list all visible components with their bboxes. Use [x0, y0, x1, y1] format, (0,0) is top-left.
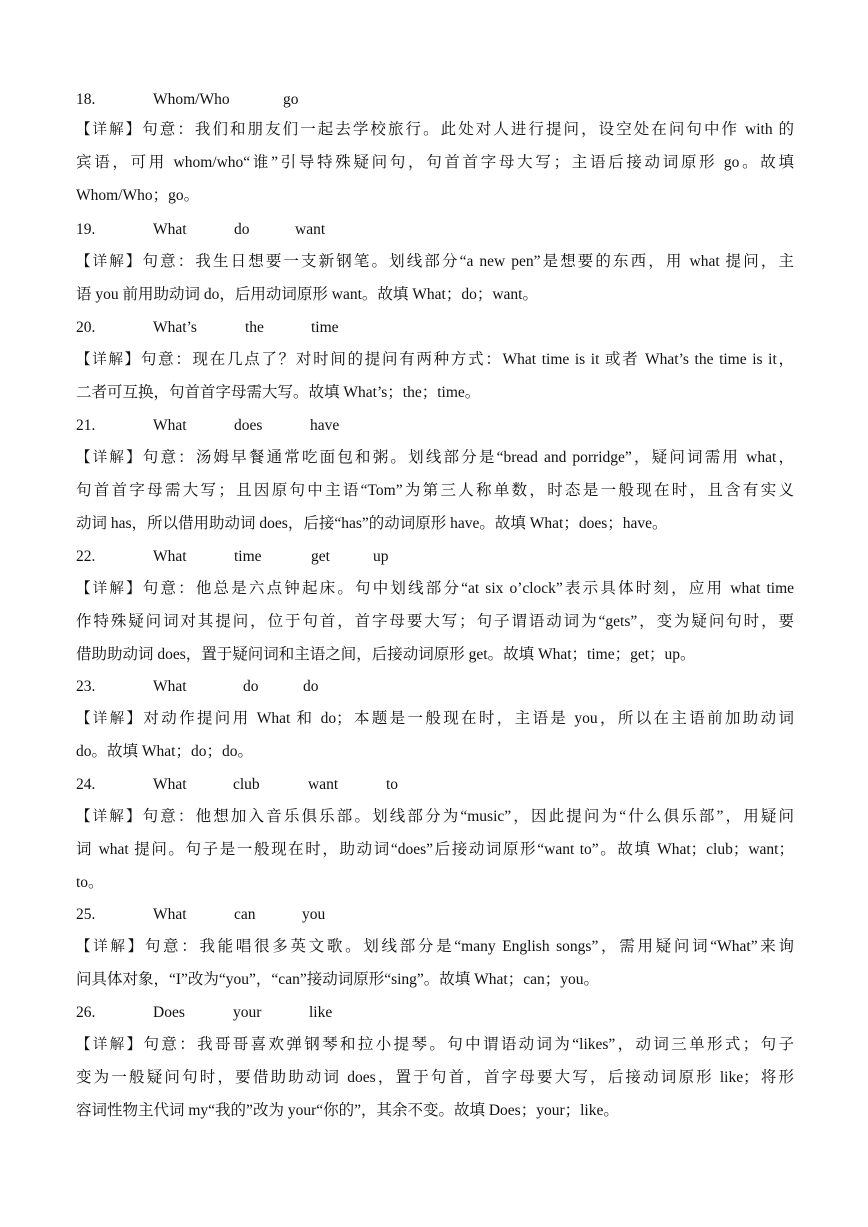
- detail-text: 句意：他总是六点钟起床。句中划线部分“at six o’clock”表示具体时刻，应用 what time: [142, 580, 794, 597]
- detail-line: [76, 739, 794, 765]
- answer-word: does: [234, 417, 263, 434]
- detail-text: to。: [76, 874, 104, 891]
- detail-line: [76, 282, 794, 308]
- detail-line: [76, 380, 794, 406]
- answer-word: go: [283, 91, 299, 108]
- question-number: 20.: [76, 319, 96, 336]
- detail-line: [76, 1065, 794, 1091]
- answer-word: do: [303, 678, 319, 695]
- detail-label: 【详解】: [76, 711, 144, 727]
- detail-text: 句意：汤姆早餐通常吃面包和粥。划线部分是“bread and porridge”，疑问词需用 what，: [142, 449, 794, 466]
- detail-label: 【详解】: [76, 254, 143, 270]
- answer-word: What: [153, 548, 187, 565]
- detail-label: 【详解】: [76, 809, 143, 825]
- detail-label: 【详解】: [76, 352, 141, 368]
- detail-label: 【详解】: [76, 450, 143, 466]
- detail-line: [76, 934, 794, 960]
- detail-label: 【详解】: [76, 122, 143, 138]
- detail-text: 容词性物主代词 my“我的”改为 your“你的”，其余不变。故填 Does；your；like。: [76, 1102, 619, 1119]
- answer-word: want: [295, 221, 326, 238]
- detail-label: 【详解】: [76, 939, 145, 955]
- question-number: 25.: [76, 906, 96, 923]
- detail-label: 【详解】: [76, 581, 143, 597]
- detail-text: 变为一般疑问句时，要借助助动词 does，置于句首，首字母要大写，后接动词原形 like；将形: [76, 1069, 794, 1086]
- detail-line: [76, 150, 794, 176]
- detail-text: 作特殊疑问词对其提问，位于句首，首字母要大写；句子谓语动词为“gets”，变为疑问句时，要: [76, 613, 794, 630]
- answer-word: What: [153, 906, 187, 923]
- detail-line: [76, 511, 794, 537]
- answer-word: What’s: [153, 319, 197, 336]
- detail-text: 动词 has，所以借用助动词 does，后接“has”的动词原形 have。故填 What；does；have。: [76, 515, 668, 532]
- question-number: 18.: [76, 91, 96, 108]
- answer-word: do: [243, 678, 259, 695]
- detail-line: [76, 183, 794, 209]
- detail-text: 宾语，可用 whom/who“谁”引导特殊疑问句，句首首字母大写；主语后接动词原形 go。故填: [76, 154, 794, 171]
- detail-text: Whom/Who；go。: [76, 187, 200, 204]
- answer-word: What: [153, 678, 187, 695]
- detail-line: [76, 804, 794, 830]
- answer-word: your: [233, 1004, 262, 1021]
- detail-line: [76, 837, 794, 863]
- answer-word: Does: [153, 1004, 185, 1021]
- detail-line: [76, 1032, 794, 1058]
- detail-text: 句意：他想加入音乐俱乐部。划线部分为“music”，因此提问为“什么俱乐部”，用疑问: [142, 808, 794, 825]
- detail-line: [76, 249, 794, 275]
- detail-line: [76, 706, 794, 732]
- question-number: 26.: [76, 1004, 96, 1021]
- question-number: 21.: [76, 417, 96, 434]
- answer-word: Whom/Who: [153, 91, 230, 108]
- answer-word: can: [234, 906, 256, 923]
- detail-line: [76, 967, 794, 993]
- detail-text: 句意：我哥哥喜欢弹钢琴和拉小提琴。句中谓语动词为“likes”，动词三单形式；句子: [143, 1036, 794, 1053]
- detail-line: [76, 1098, 794, 1124]
- detail-text: 句意：我生日想要一支新钢笔。划线部分“a new pen”是想要的东西，用 what 提问，主: [142, 253, 794, 270]
- answer-word: club: [233, 776, 260, 793]
- detail-text: 句首首字母需大写；且因原句中主语“Tom”为第三人称单数，时态是一般现在时，且含有实义: [76, 482, 794, 499]
- detail-line: [76, 347, 794, 373]
- answer-word: like: [309, 1004, 333, 1021]
- answer-word: the: [245, 319, 264, 336]
- detail-text: 借助助动词 does，置于疑问词和主语之间，后接动词原形 get。故填 What；time；get；up。: [76, 646, 696, 663]
- answer-word: want: [308, 776, 339, 793]
- answer-word: What: [153, 221, 187, 238]
- question-number: 24.: [76, 776, 96, 793]
- detail-text: 对动作提问用 What 和 do；本题是一般现在时，主语是 you，所以在主语前加助动词: [143, 710, 794, 727]
- answer-word: you: [302, 906, 326, 923]
- detail-line: [76, 576, 794, 602]
- detail-text: 句意：我能唱很多英文歌。划线部分是“many English songs”，需用疑问词“What”来询: [144, 938, 794, 955]
- answer-word: What: [153, 417, 187, 434]
- answer-word: What: [153, 776, 187, 793]
- detail-line: [76, 117, 794, 143]
- answer-word: time: [234, 548, 262, 565]
- detail-text: 问具体对象，“I”改为“you”，“can”接动词原形“sing”。故填 What；can；you。: [76, 971, 599, 988]
- detail-text: 二者可互换，句首首字母需大写。故填 What’s；the；time。: [76, 384, 481, 401]
- detail-text: 语 you 前用助动词 do，后用动词原形 want。故填 What；do；want。: [76, 286, 538, 303]
- detail-text: do。故填 What；do；do。: [76, 743, 253, 760]
- answer-word: time: [311, 319, 339, 336]
- question-number: 19.: [76, 221, 96, 238]
- detail-text: 词 what 提问。句子是一般现在时，助动词“does”后接动词原形“want to”。故填 What；club；want；: [76, 841, 794, 858]
- detail-line: [76, 870, 794, 896]
- detail-line: [76, 642, 794, 668]
- detail-line: [76, 609, 794, 635]
- question-number: 23.: [76, 678, 96, 695]
- answer-word: up: [373, 548, 389, 565]
- answer-word: do: [234, 221, 250, 238]
- detail-text: 句意：现在几点了？对时间的提问有两种方式：What time is it 或者 What’s the time is it，: [140, 351, 794, 368]
- answer-word: get: [311, 548, 330, 565]
- detail-label: 【详解】: [76, 1037, 144, 1053]
- detail-text: 句意：我们和朋友们一起去学校旅行。此处对人进行提问，设空处在问句中作 with 的: [142, 121, 794, 138]
- answer-word: have: [310, 417, 340, 434]
- question-number: 22.: [76, 548, 96, 565]
- detail-line: [76, 478, 794, 504]
- detail-line: [76, 445, 794, 471]
- answer-word: to: [386, 776, 399, 793]
